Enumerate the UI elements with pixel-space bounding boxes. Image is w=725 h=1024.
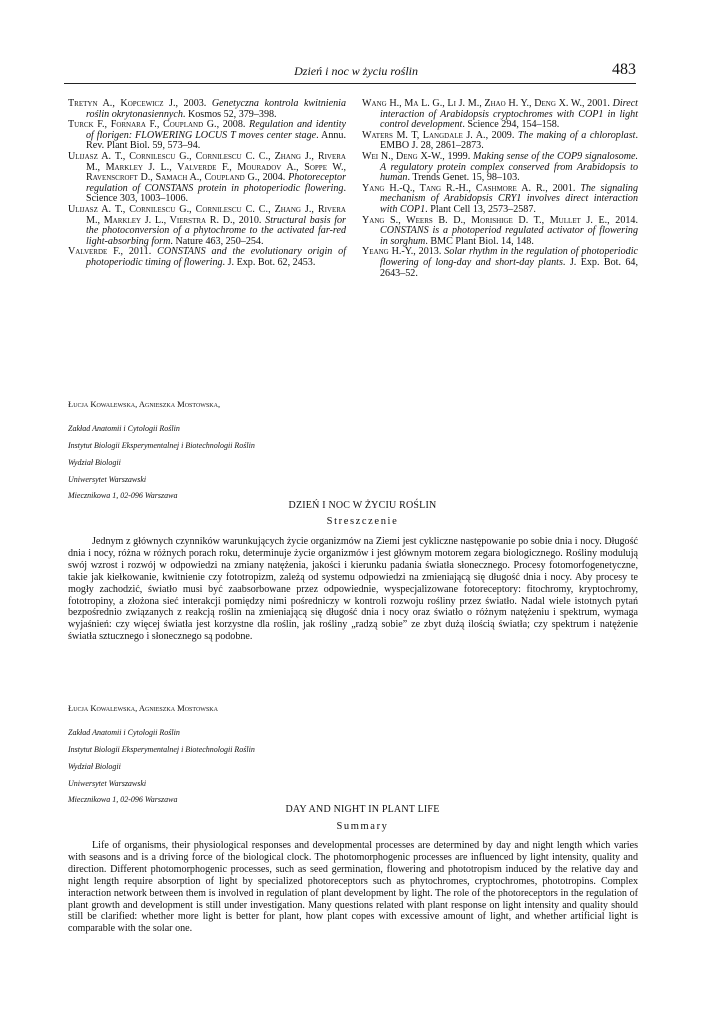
english-title: DAY AND NIGHT IN PLANT LIFE [285,804,440,815]
affiliation-line: Wydział Biologii [68,761,121,771]
english-affiliation-block [68,700,468,809]
reference-entry: Waters M. T, Langdale J. A., 2009. The making of a chloroplast. EMBO J. 28, 2861–2873. [362,129,638,152]
affiliation-line: Miecznikowa 1, 02-096 Warszawa [68,491,178,501]
reference-entry: Turck F., Fornara F., Coupland G., 2008. Regulation and identity of florigen: FLOWERING LOCUS T moves center stage. Annu. Rev. Plant Biol. 59, 573–94. [68,119,346,152]
reference-entry: Yang H.-Q., Tang R.-H., Cashmore A. R., 2001. The signaling mechanism of Arabidopsis CRY1 involves direct interaction with COP1. Plant Cell 13, 2573–2587. [362,182,639,215]
reference-entry: Tretyn A., Kopcewicz J., 2003. Genetyczna kontrola kwitnienia roślin okrytonasiennych. Kosmos 52, 379–398. [68,98,346,120]
reference-entry: Wei N., Deng X-W., 1999. Making sense of the COP9 signalosome. A regulatory protein complex conserved from Arabidopsis to human. Trends Genet. 15, 98–103. [362,150,638,184]
affiliation-line: Wydział Biologii [68,457,121,467]
polish-abstract: Jednym z głównych czynników warunkujących życie organizmów na Ziemi jest cykliczne następowanie po sobie dnia i nocy. Długość dnia i nocy, różna w różnych porach roku, determinuje życie organizmów i jest głównym motorem zegara biologicznego. Rośliny modulują swój wzrost i rozwój w odpowiedzi na zmiany natężenia, jakości i kierunku padania światła słonecznego. Procesy fotomorfogenetyczne, takie jak kiełkowanie, kwitnienie czy fototropizm, zależą od systemu odpowiedzi na zmieniającą się długość dnia i nocy. Aby procesy te mogły zachodzić, światło musi być zaabsorbowane przez odpowiednie, wyspecjalizowane fotoreceptory: fitochromy, kryptochromy, fototropiny, a złożona sieć interakcji pomiędzy nimi pośredniczy w kontroli rozwoju rośliny przez światło. Nadal wiele istotnych pytań bezpośrednio związanych z reakcją roślin na zmieniającą się długość dnia i nocy oraz światło o różnym natężeniu i spektrum, wymaga wyjaśnień: czy więcej światła jest korzystne dla roślin, jak rośliny „radzą sobie” ze zbyt dużą ilością światła; czy spektrum i natężenie światła sztucznego i słonecznego są podobne. [68,536,638,643]
english-abstract: Life of organisms, their physiological responses and developmental processes are determined by day and night length which varies with seasons and is a driving force of the biological clock. The photomorphogenic processes are influenced by light intensity, quality and direction. Different photomorphogenic processes, such as seed germination, flowering and phototropism induced by the relative day and night length require absorption of light by specialized photoreceptors such as phytochromes, cryptochromes, phototropins. Complex interaction network between them is involved in regulation of plant development by light. The role of the photoreceptors in the regulation of plant growth and development is still under investigation. Many questions related with plant response on light intensity and quality should still be clarified: whether more light is better for plant, how plant copes with excessive amount of light, and whether artificial light is comparable with the solar one. [68,840,638,935]
affiliation-line: Instytut Biologii Eksperymentalnej i Biotechnologii Roślin [68,745,255,755]
page-number: 483 [612,61,636,78]
references-left-column [68,99,346,269]
polish-title: DZIEŃ I NOC W ŻYCIU ROŚLIN [288,500,437,511]
polish-authors: Łucja Kowalewska, Agnieszka Mostowska, [68,399,221,409]
running-header [64,61,636,84]
affiliation-line: Zakład Anatomii i Cytologii Roślin [68,424,180,434]
reference-entry: Yang S., Weers B. D., Morishige D. T., Mullet J. E., 2014. CONSTANS is a photoperiod regulated activator of flowering in sorghum. BMC Plant Biol. 14, 148. [362,214,638,247]
affiliation-line: Uniwersytet Warszawski [68,778,147,788]
references-right-column [362,99,638,279]
reference-entry: Yeang H.-Y., 2013. Solar rhythm in the regulation of photoperiodic flowering of long-day and short-day plants. J. Exp. Bot. 64, 2643–52. [362,246,638,279]
affiliation-line: Instytut Biologii Eksperymentalnej i Biotechnologii Roślin [68,441,255,451]
polish-subtitle: Streszczenie [326,516,399,527]
english-subtitle: Summary [336,821,389,832]
polish-affiliation-block [68,396,468,505]
reference-entry: Wang H., Ma L. G., Li J. M., Zhao H. Y., Deng X. W., 2001. Direct interaction of Arabidopsis cryptochromes with COP1 in light control development. Science 294, 154–158. [362,98,638,131]
affiliation-line: Zakład Anatomii i Cytologii Roślin [68,728,180,738]
reference-entry: Valverde F., 2011. CONSTANS and the evolutionary origin of photoperiodic timing of flowering. J. Exp. Bot. 62, 2453. [68,246,347,268]
running-title: Dzień i noc w życiu roślin [294,64,418,78]
affiliation-line: Miecznikowa 1, 02-096 Warszawa [68,795,178,805]
english-authors: Łucja Kowalewska, Agnieszka Mostowska [68,703,218,713]
header-rule [64,83,636,84]
reference-entry: Ulijasz A. T., Cornilescu G., Cornilescu C. C., Zhang J., Rivera M., Markley J. L., Valverde F., Mouradov A., Soppe W., Ravenscroft D., Samach A., Coupland G., 2004. Photoreceptor regulation of CONSTANS protein in photoperiodic flowering. Science 303, 1003–1006. [68,150,346,205]
affiliation-line: Uniwersytet Warszawski [68,474,147,484]
reference-entry: Ulijasz A. T., Cornilescu G., Cornilescu C. C., Zhang J., Rivera M., Markley J. L., Vierstra R. D., 2010. Structural basis for the photoconversion of a phytochrome to the activated far-red light-absorbing form. Nature 463, 250–254. [68,203,346,247]
